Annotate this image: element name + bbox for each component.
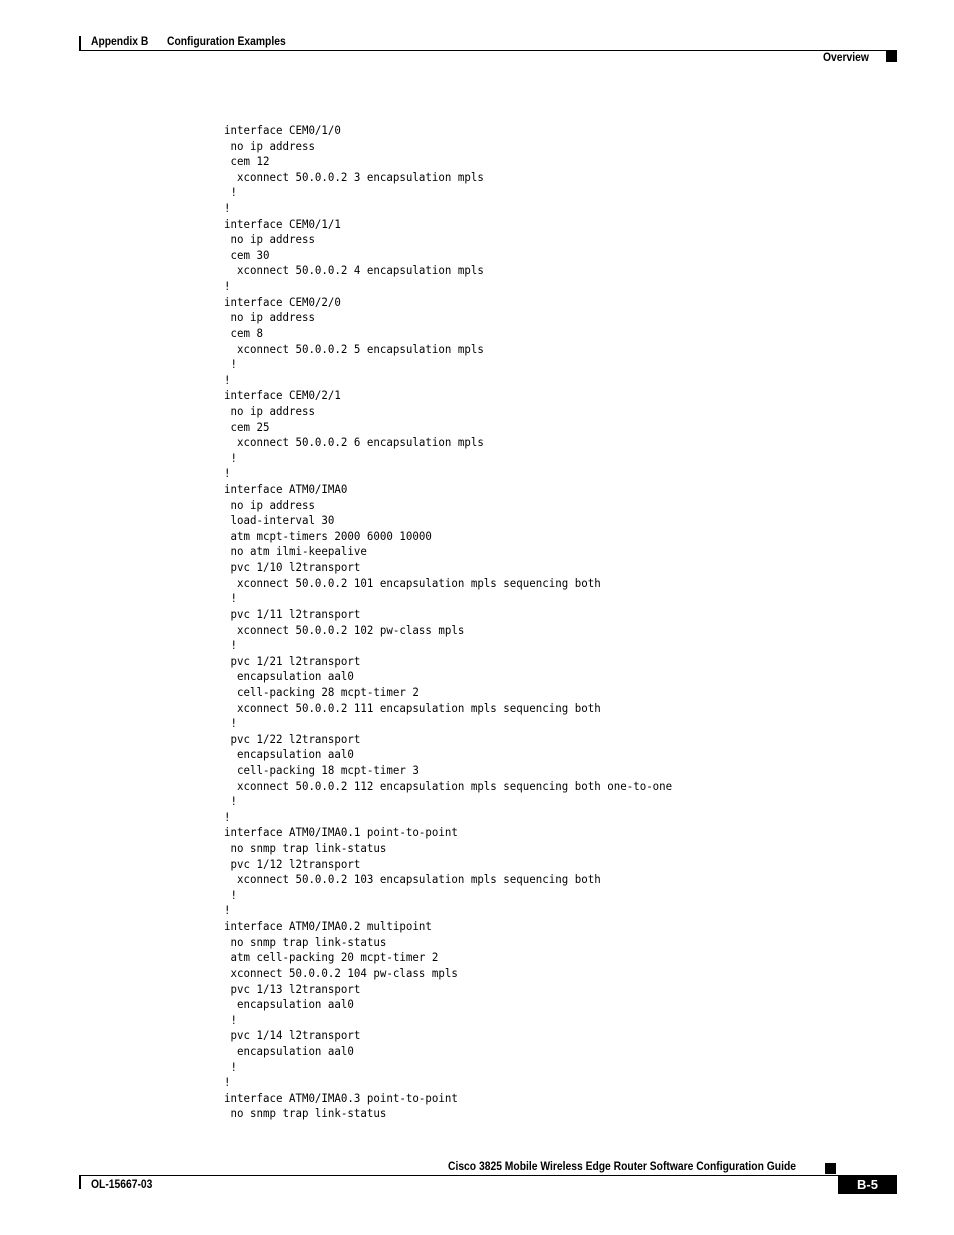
code-line: ! [224,904,231,918]
code-line: xconnect 50.0.0.2 3 encapsulation mpls [224,170,484,184]
code-line: interface ATM0/IMA0.3 point-to-point [224,1091,458,1105]
code-line: no snmp trap link-status [224,842,387,856]
code-line: xconnect 50.0.0.2 101 encapsulation mpls sequencing both [224,576,601,590]
code-line: no ip address [224,404,315,418]
code-line: ! [224,358,237,372]
code-line: pvc 1/12 l2transport [224,857,361,871]
header-chapter: Configuration Examples [167,34,286,48]
header-section-block [886,51,897,62]
page-number: B-5 [838,1175,897,1194]
footer-doc-number: OL-15667-03 [91,1177,153,1191]
code-line: pvc 1/21 l2transport [224,654,361,668]
code-line: encapsulation aal0 [224,998,354,1012]
code-line: ! [224,888,237,902]
code-line: ! [224,717,237,731]
code-line: ! [224,186,237,200]
code-line: ! [224,639,237,653]
code-line: interface CEM0/1/1 [224,217,341,231]
code-line: atm mcpt-timers 2000 6000 10000 [224,529,432,543]
footer-left-bar [79,1175,81,1189]
code-line: xconnect 50.0.0.2 6 encapsulation mpls [224,436,484,450]
code-line: xconnect 50.0.0.2 104 pw-class mpls [224,966,458,980]
code-line: no snmp trap link-status [224,1107,387,1121]
code-line: no atm ilmi-keepalive [224,545,367,559]
code-line: ! [224,373,231,387]
code-line: pvc 1/14 l2transport [224,1029,361,1043]
code-line: cell-packing 18 mcpt-timer 3 [224,763,419,777]
code-line: ! [224,795,237,809]
code-line: interface CEM0/2/0 [224,295,341,309]
code-line: no ip address [224,233,315,247]
code-line: pvc 1/10 l2transport [224,561,361,575]
code-line: ! [224,1060,237,1074]
code-line: no ip address [224,139,315,153]
code-line: encapsulation aal0 [224,1044,354,1058]
code-line: ! [224,1076,231,1090]
code-line: xconnect 50.0.0.2 5 encapsulation mpls [224,342,484,356]
header-appendix: Appendix B [91,34,149,48]
code-line: load-interval 30 [224,514,335,528]
code-line: no ip address [224,311,315,325]
code-line: xconnect 50.0.0.2 102 pw-class mpls [224,623,465,637]
code-line: ! [224,467,231,481]
code-line: cem 25 [224,420,270,434]
code-line: interface CEM0/1/0 [224,124,341,137]
code-line: ! [224,592,237,606]
code-line: ! [224,280,231,294]
code-line: pvc 1/13 l2transport [224,982,361,996]
header-section: Overview [823,50,869,64]
code-line: ! [224,202,231,216]
code-line: no ip address [224,498,315,512]
code-line: encapsulation aal0 [224,748,354,762]
code-line: interface ATM0/IMA0 [224,483,348,497]
header-rule [79,50,897,51]
code-line: ! [224,810,231,824]
footer-title-block [825,1163,836,1174]
code-line: xconnect 50.0.0.2 112 encapsulation mpls sequencing both one-to-one [224,779,673,793]
code-line: interface ATM0/IMA0.1 point-to-point [224,826,458,840]
code-line: encapsulation aal0 [224,670,354,684]
code-line: pvc 1/22 l2transport [224,732,361,746]
footer-rule [79,1175,897,1176]
header-left-bar [79,36,81,50]
code-line: xconnect 50.0.0.2 111 encapsulation mpls sequencing both [224,701,601,715]
footer-book-title: Cisco 3825 Mobile Wireless Edge Router Software Configuration Guide [448,1159,796,1173]
code-line: ! [224,451,237,465]
code-line: xconnect 50.0.0.2 103 encapsulation mpls sequencing both [224,873,601,887]
code-line: atm cell-packing 20 mcpt-timer 2 [224,951,439,965]
config-code-listing [224,123,672,1122]
code-line: ! [224,1013,237,1027]
code-line: pvc 1/11 l2transport [224,607,361,621]
code-line: interface CEM0/2/1 [224,389,341,403]
code-line: cem 30 [224,248,270,262]
code-line: interface ATM0/IMA0.2 multipoint [224,920,432,934]
code-line: cell-packing 28 mcpt-timer 2 [224,685,419,699]
code-line: no snmp trap link-status [224,935,387,949]
code-line: cem 12 [224,155,270,169]
code-line: cem 8 [224,326,263,340]
code-line: xconnect 50.0.0.2 4 encapsulation mpls [224,264,484,278]
